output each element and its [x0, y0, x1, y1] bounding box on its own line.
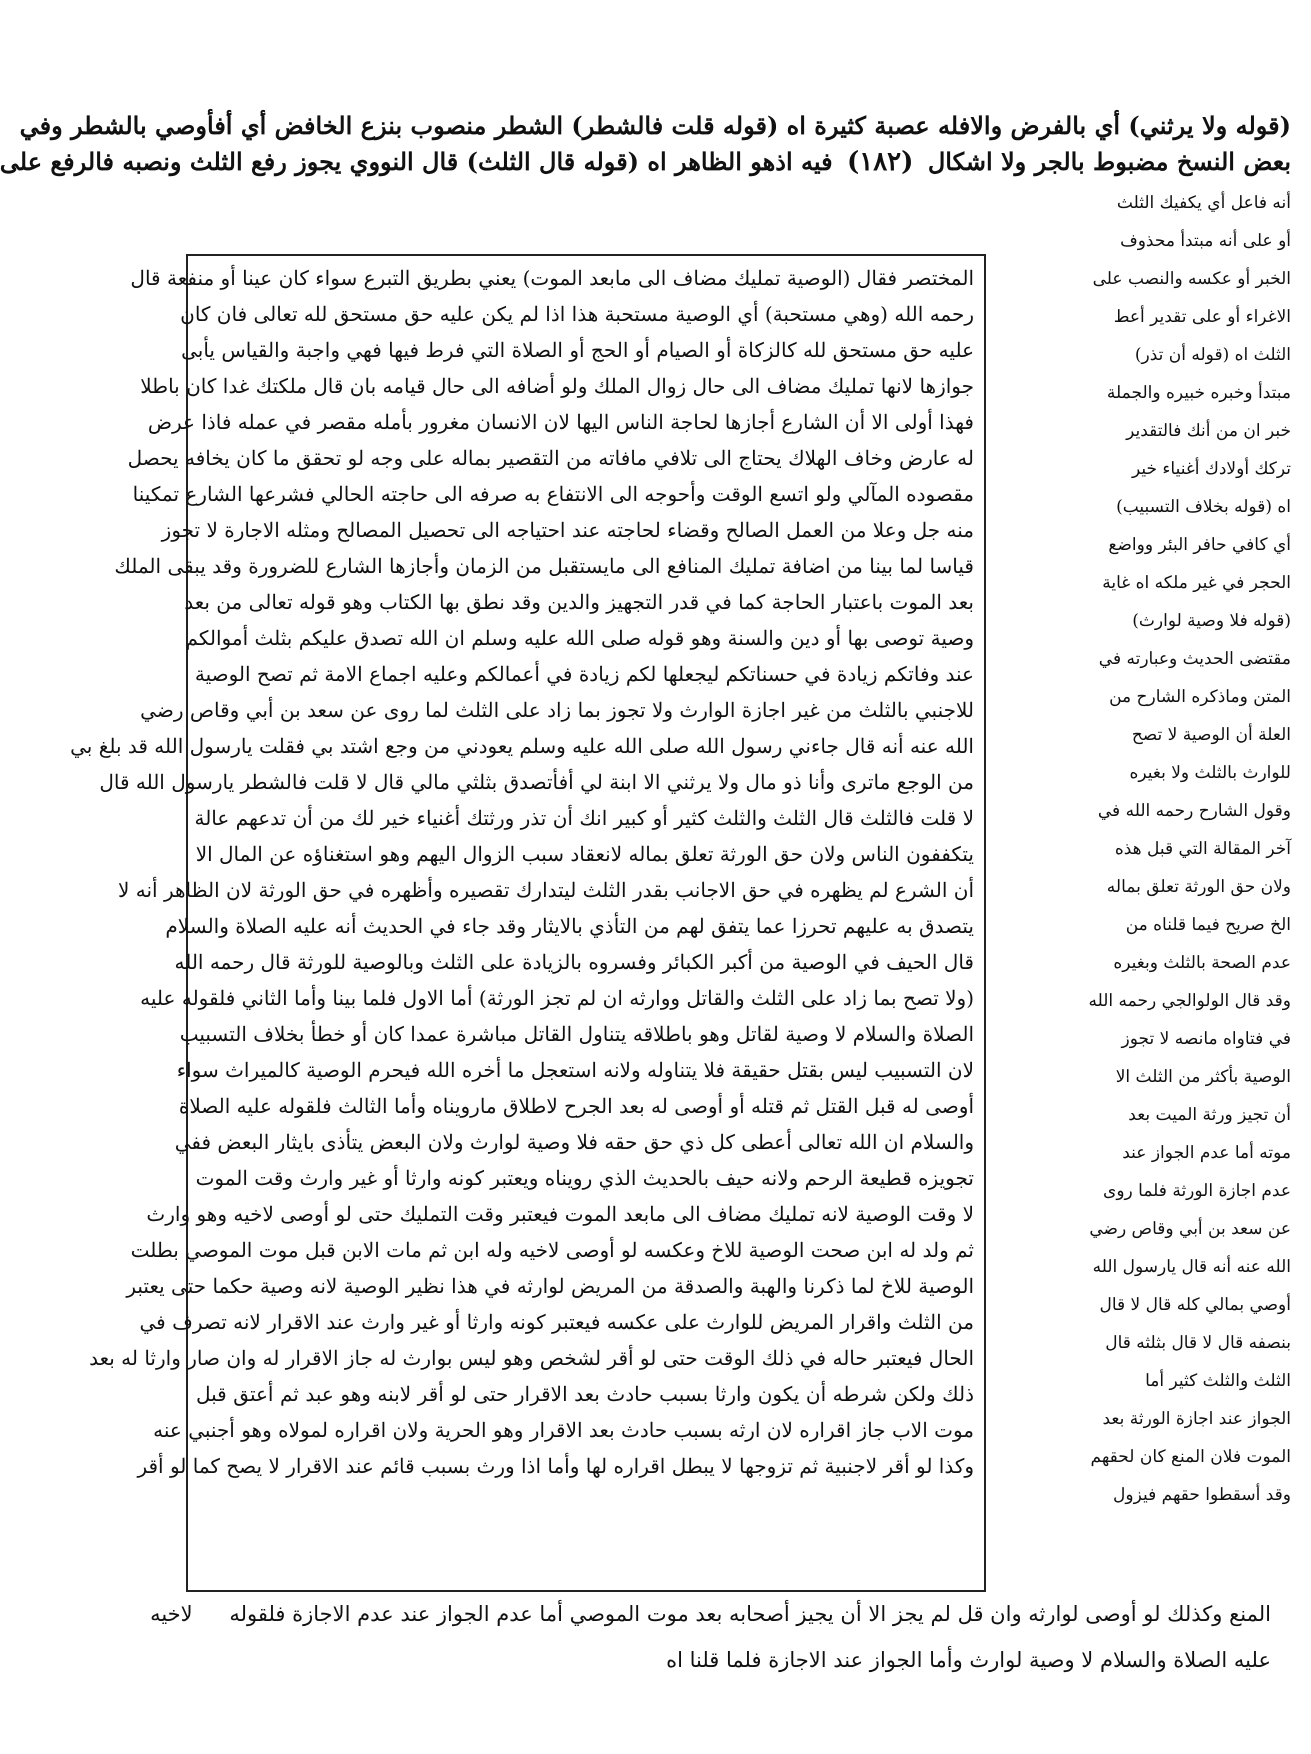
margin-note: الخ صريح فيما قلناه من [1125, 915, 1291, 935]
main-text-line: عند وفاتكم زيادة في حسناتكم ليجعلها لكم زيادة في أعمالكم وعليه اجماع الامة ثم تصح الوصية [194, 662, 974, 686]
main-text-line: (ولا تصح بما زاد على الثلث والقاتل ووارثه ان لم تجز الورثة) أما الاول فلما بينا وأما الثاني فلقوله عليه [140, 986, 974, 1010]
main-text-line: لا وقت الوصية لانه تمليك مضاف الى مابعد الموت فيعتبر وقت التمليك حتى لو أوصى لاخيه وهو وارث [146, 1202, 974, 1226]
main-text-line: أن الشرع لم يظهره في حق الاجانب بقدر الثلث ليتدارك تقصيره وأظهره في حق الورثة لان الظاهر أنه لا [117, 878, 974, 902]
main-text-line: رحمه الله (وهي مستحبة) أي الوصية مستحبة هذا اذا لم يكن عليه حق مستحق لله تعالى فان كان [180, 302, 974, 326]
main-text-line: قال الحيف في الوصية من أكبر الكبائر وفسروه بالزيادة على الثلث وبالوصية للورثة قال رحمه الله [174, 950, 974, 974]
main-text-line: له عارض وخاف الهلاك يحتاج الى تلافي مافاته من التقصير بماله على وجه لو تحقق ما كان يخافه يحصل [127, 446, 974, 470]
main-text-line: أوصى له قبل القتل ثم قتله أو أوصى له بعد الجرح لاطلاق مارويناه وأما الثالث فلقوله عليه الصلاة [178, 1094, 974, 1118]
main-text-box [70, 254, 986, 1592]
header-line-1: (قوله ولا يرثني) أي بالفرض والافله عصبة كثيرة اه (قوله قلت فالشطر) الشطر منصوب بنزع الخافض أي أفأوصي بالشطر وفي [19, 111, 1291, 140]
main-text-line: ذلك ولكن شرطه أن يكون وارثا بسبب حادث بعد الاقرار حتى لو أقر لابنه وهو عبد ثم أعتق قبل [196, 1382, 974, 1406]
main-text-line: عليه حق مستحق لله كالزكاة أو الصيام أو الحج أو الصلاة التي فرط فيها فهي واجبة والقياس يأبى [181, 338, 974, 362]
main-text-line: الصلاة والسلام لا وصية لقاتل وهو باطلاقه يتناول القاتل مباشرة عمدا كان أو خطأ بخلاف التسبيب [179, 1022, 974, 1046]
margin-note: الثلث اه (قوله أن تذر) [1134, 345, 1291, 365]
margin-note: المتن وماذكره الشارح من [1109, 687, 1291, 707]
margin-note: للوارث بالثلث ولا بغيره [1129, 763, 1291, 783]
margin-note: الله عنه أنه قال يارسول الله [1092, 1257, 1291, 1277]
header-line-2-start: بعض النسخ مضبوط بالجر ولا اشكال [927, 147, 1291, 176]
margin-note: أو على أنه مبتدأ محذوف [1120, 231, 1291, 251]
main-text-line: يتكففون الناس ولان حق الورثة تعلق بماله لانعقاد سبب الزوال اليهم وهو استغناؤه عن المال الا [195, 842, 974, 866]
main-text-line: والسلام ان الله تعالى أعطى كل ذي حق حقه فلا وصية لوارث ولان البعض يتأذى بايثار البعض ففي [174, 1130, 974, 1154]
main-text-line: لا قلت فالثلث قال الثلث والثلث كثير أو كبير انك أن تذر ورثتك أغنياء خير لك من أن تدعهم عالة [194, 806, 974, 830]
margin-note: الحجر في غير ملكه اه غاية [1102, 573, 1291, 593]
main-text-line: وصية توصى بها أو دين والسنة وهو قوله صلى الله عليه وسلم ان الله تصدق عليكم بثلث أموالكم [185, 626, 974, 650]
margin-note: أوصي بمالي كله قال لا قال [1099, 1295, 1291, 1315]
main-text-line: من الثلث واقرار المريض للوارث على عكسه فيعتبر كونه وارثا أو غير وارث عند الاقرار لانه تصرف في [139, 1310, 974, 1334]
margin-note: مقتضى الحديث وعبارته في [1098, 649, 1291, 669]
margin-note: مبتدأ وخبره خبيره والجملة [1106, 383, 1291, 403]
footer-line-1-text: المنع وكذلك لو أوصى لوارثه وان قل لم يجز الا أن يجيز أصحابه بعد موت الموصي أما عدم الجواز عند عدم الاجازة فلقوله [229, 1602, 1271, 1626]
margin-note: آخر المقالة التي قبل هذه [1114, 839, 1291, 859]
margin-note: أنه فاعل أي يكفيك الثلث [1116, 193, 1291, 213]
main-text-line: ثم ولد له ابن صحت الوصية للاخ وعكسه لو أوصى لاخيه وله ابن ثم مات الابن قبل موت الموصي بطلت [130, 1238, 974, 1262]
footer-line-1 [150, 1596, 1271, 1632]
main-text-line: فهذا أولى الا أن الشارع أجازها لحاجة الناس اليها لان الانسان مغرور بأمله مقصر في عمله فاذا عرض [147, 410, 974, 434]
main-text-line: الله عنه أنه قال جاءني رسول الله صلى الله عليه وسلم يعودني من وجع اشتد بي فقلت يارسول الله قد بلغ بي [70, 734, 974, 758]
margin-note: الجواز عند اجازة الورثة بعد [1102, 1409, 1291, 1429]
main-text-line: جوازها لانها تمليك مضاف الى حال زوال الملك ولو أضافه الى حال قيامه بان قال ملكتك غدا كان باطلا [140, 374, 974, 398]
main-text-line: من الوجع ماترى وأنا ذو مال ولا يرثني الا ابنة لي أفأتصدق بثلثي مالي قال لا قلت فالشطر يارسول الله قال [99, 770, 974, 794]
margin-note: الوصية بأكثر من الثلث الا [1115, 1067, 1291, 1087]
margin-note: الثلث والثلث كثير أما [1145, 1371, 1291, 1391]
main-text-line: وكذا لو أقر لاجنبية ثم تزوجها لا يبطل اقراره لها وأما اذا ورث بسبب قائم عند الاقرار لا يصح كما لو أقر [137, 1454, 974, 1478]
margin-note: موته أما عدم الجواز عند [1122, 1143, 1291, 1163]
header-line-2-rest: فيه اذهو الظاهر اه (قوله قال الثلث) قال النووي يجوز رفع الثلث ونصبه فالرفع على [0, 147, 833, 176]
margin-note: الموت فلان المنع كان لحقهم [1090, 1447, 1291, 1467]
margin-note: وقول الشارح رحمه الله في [1097, 801, 1291, 821]
margin-note: (قوله فلا وصية لوارث) [1132, 611, 1291, 631]
main-text-line: موت الاب جاز اقراره لان ارثه بسبب حادث بعد الاقرار وهو الحرية ولان اقراره لمولاه وهو أجنبي عنه [153, 1418, 974, 1442]
main-text-line: قياسا لما بينا من اضافة تمليك المنافع الى مايستقبل من الزمان وأجازها الشارع للضرورة وقد يبقى الملك [114, 554, 974, 578]
main-text-line: المختصر فقال (الوصية تمليك مضاف الى مابعد الموت) يعني بطريق التبرع سواء كان عينا أو منفعة قال [130, 266, 974, 290]
margin-note: بنصفه قال لا قال بثلثه قال [1105, 1333, 1291, 1353]
main-text-line: للاجنبي بالثلث من غير اجازة الوارث ولا تجوز بما زاد على الثلث لما روى عن سعد بن أبي وقاص رضي [140, 698, 974, 722]
main-text-line: تجويزه قطيعة الرحم ولانه حيف بالحديث الذي رويناه ويعتبر كونه وارثا أو غير وارث وقت الموت [195, 1166, 974, 1190]
page-number: (١٨٢) [846, 147, 914, 177]
main-text-line: مقصوده المآلي ولو اتسع الوقت وأحوجه الى الانتفاع به صرفه الى حاجته الحالي فشرعها الشارع تمكينا [132, 482, 974, 506]
main-text-line: الوصية للاخ لما ذكرنا والهبة والصدقة من المريض لوارثه في هذا نظير الوصية لانه وصية حكما حتى يعتبر [126, 1274, 974, 1298]
margin-note: ولان حق الورثة تعلق بماله [1106, 877, 1291, 897]
main-text-line: لان التسبيب ليس بقتل حقيقة فلا يتناوله ولانه استعجل ما أخره الله فيحرم الوصية كالميراث سواء [176, 1058, 974, 1082]
margin-note: وقد أسقطوا حقهم فيزول [1113, 1485, 1291, 1505]
margin-note: الاغراء أو على تقدير أعط [1113, 307, 1291, 327]
margin-note: أي كافي حافر البئر وواضع [1108, 535, 1291, 555]
margin-notes [1086, 186, 1291, 1586]
margin-note: عدم الصحة بالثلث وبغيره [1113, 953, 1291, 973]
main-text-line: يتصدق به عليهم تحرزا عما يتفق لهم من التأذي بالايثار وقد جاء في الحديث أنه عليه الصلاة والسلام [165, 914, 974, 938]
footer-line-2: عليه الصلاة والسلام لا وصية لوارث وأما الجواز عند الاجازة فلما قلنا اه [666, 1648, 1271, 1672]
margin-note: العلة أن الوصية لا تصح [1131, 725, 1291, 745]
margin-note: عدم اجازة الورثة فلما روى [1103, 1181, 1291, 1201]
margin-note: وقد قال الولوالجي رحمه الله [1088, 991, 1291, 1011]
margin-note: تركك أولادك أغنياء خير [1131, 459, 1291, 479]
main-text-line: منه جل وعلا من العمل الصالح وقضاء لحاجته عند احتياجه الى تحصيل المصالح ومثله الاجارة لا تجوز [161, 518, 974, 542]
margin-note: اه (قوله بخلاف التسبيب) [1116, 497, 1291, 517]
margin-note: في فتاواه مانصه لا تجوز [1121, 1029, 1291, 1049]
main-text-line: بعد الموت باعتبار الحاجة كما في قدر التجهيز والدين وقد نطق بها الكتاب وهو قوله تعالى من بعد [184, 590, 974, 614]
header-line-2 [0, 144, 1291, 180]
margin-note: أن تجيز ورثة الميت بعد [1128, 1105, 1291, 1125]
footer-line-1-word: لاخيه [150, 1602, 193, 1626]
margin-note: خبر ان من أنك فالتقدير [1126, 421, 1291, 441]
main-text-line: الحال فيعتبر حاله في ذلك الوقت حتى لو أقر لشخص وهو ليس بوارث له جاز الاقرار له وان صار وارثا له بعد [89, 1346, 974, 1370]
margin-note: عن سعد بن أبي وقاص رضي [1089, 1219, 1291, 1239]
margin-note: الخبر أو عكسه والنصب على [1092, 269, 1291, 289]
